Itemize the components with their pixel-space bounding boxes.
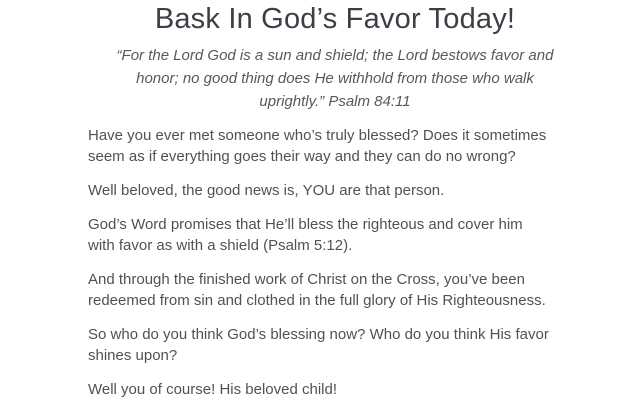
paragraph-line: seem as if everything goes their way and they can do no wrong? bbox=[88, 148, 516, 165]
paragraph bbox=[88, 269, 582, 311]
scripture-quote bbox=[88, 44, 582, 113]
paragraph-line: with favor as with a shield (Psalm 5:12). bbox=[88, 237, 353, 254]
article-body bbox=[88, 125, 582, 400]
paragraph-line: shines upon? bbox=[88, 347, 178, 364]
paragraph-line: Well you of course! His beloved child! bbox=[88, 381, 338, 398]
paragraph bbox=[88, 214, 582, 256]
article bbox=[88, 0, 582, 400]
paragraph bbox=[88, 379, 582, 400]
paragraph bbox=[88, 125, 582, 167]
quote-line: uprightly.” Psalm 84:11 bbox=[259, 93, 411, 110]
paragraph-line: redeemed from sin and clothed in the full glory of His Righteousness. bbox=[88, 292, 546, 309]
paragraph-line: Well beloved, the good news is, YOU are that person. bbox=[88, 182, 445, 199]
quote-line: “For the Lord God is a sun and shield; the Lord bestows favor and bbox=[116, 47, 554, 64]
paragraph-line: And through the finished work of Christ on the Cross, you’ve been bbox=[88, 271, 525, 288]
paragraph bbox=[88, 180, 582, 201]
quote-line: honor; no good thing does He withhold from those who walk bbox=[136, 70, 534, 87]
page-title: Bask In God’s Favor Today! bbox=[154, 3, 516, 35]
paragraph bbox=[88, 324, 582, 366]
paragraph-line: Have you ever met someone who’s truly blessed? Does it sometimes bbox=[88, 127, 547, 144]
paragraph-line: God’s Word promises that He’ll bless the righteous and cover him bbox=[88, 216, 523, 233]
paragraph-line: So who do you think God’s blessing now? Who do you think His favor bbox=[88, 326, 549, 343]
